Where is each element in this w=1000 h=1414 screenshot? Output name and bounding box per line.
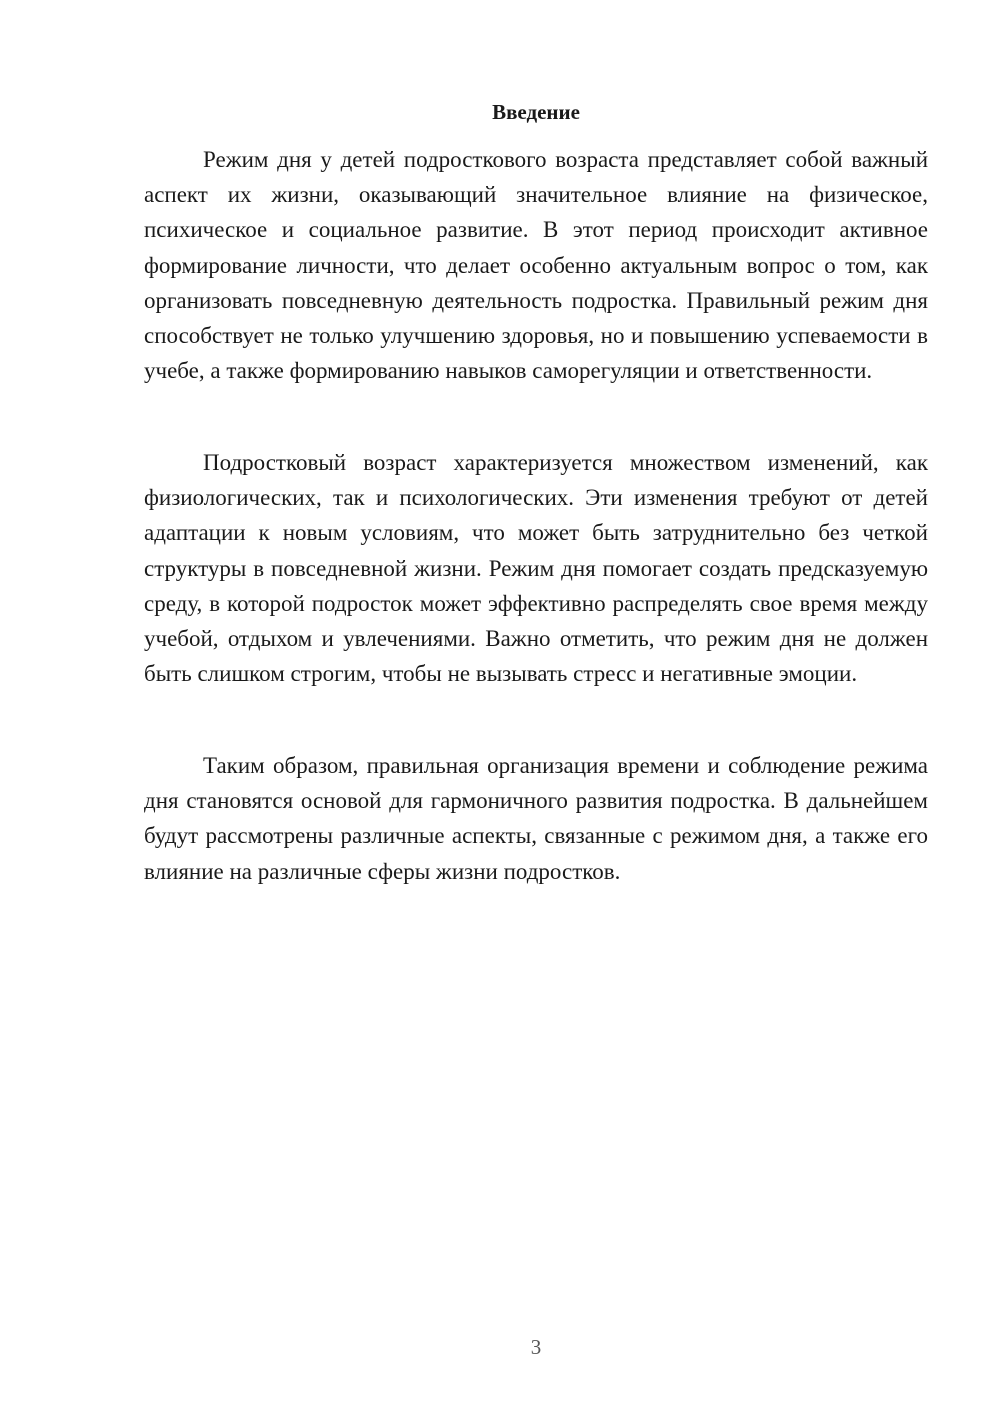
paragraph-1-block xyxy=(144,142,928,388)
paragraph-3-block xyxy=(144,748,928,889)
paragraph-3: Таким образом, правильная организация времени и соблюдение режима дня становятся основой для гармоничного развития подростка. В дальнейшем будут рассмотрены различные аспекты, связанные с режимом дня, а также его влияние на различные сферы жизни подростков. xyxy=(144,753,928,884)
section-title: Введение xyxy=(492,100,580,124)
paragraph-1: Режим дня у детей подросткового возраста представляет собой важный аспект их жизни, оказывающий значительное влияние на физическое, психическое и социальное развитие. В этот период происходит активное формирование личности, что делает особенно актуальным вопрос о том, как организовать повседневную деятельность подростка. Правильный режим дня способствует не только улучшению здоровья, но и повышению успеваемости в учебе, а также формированию навыков саморегуляции и ответственности. xyxy=(144,147,928,384)
paragraph-2: Подростковый возраст характеризуется множеством изменений, как физиологических, так и психологических. Эти изменения требуют от детей адаптации к новым условиям, что может быть затруднительно без четкой структуры в повседневной жизни. Режим дня помогает создать предсказуемую среду, в которой подросток может эффективно распределять свое время между учебой, отдыхом и увлечениями. Важно отметить, что режим дня не должен быть слишком строгим, чтобы не вызывать стресс и негативные эмоции. xyxy=(144,450,928,687)
page-number: 3 xyxy=(530,1335,542,1359)
paragraph-2-block xyxy=(144,445,928,691)
